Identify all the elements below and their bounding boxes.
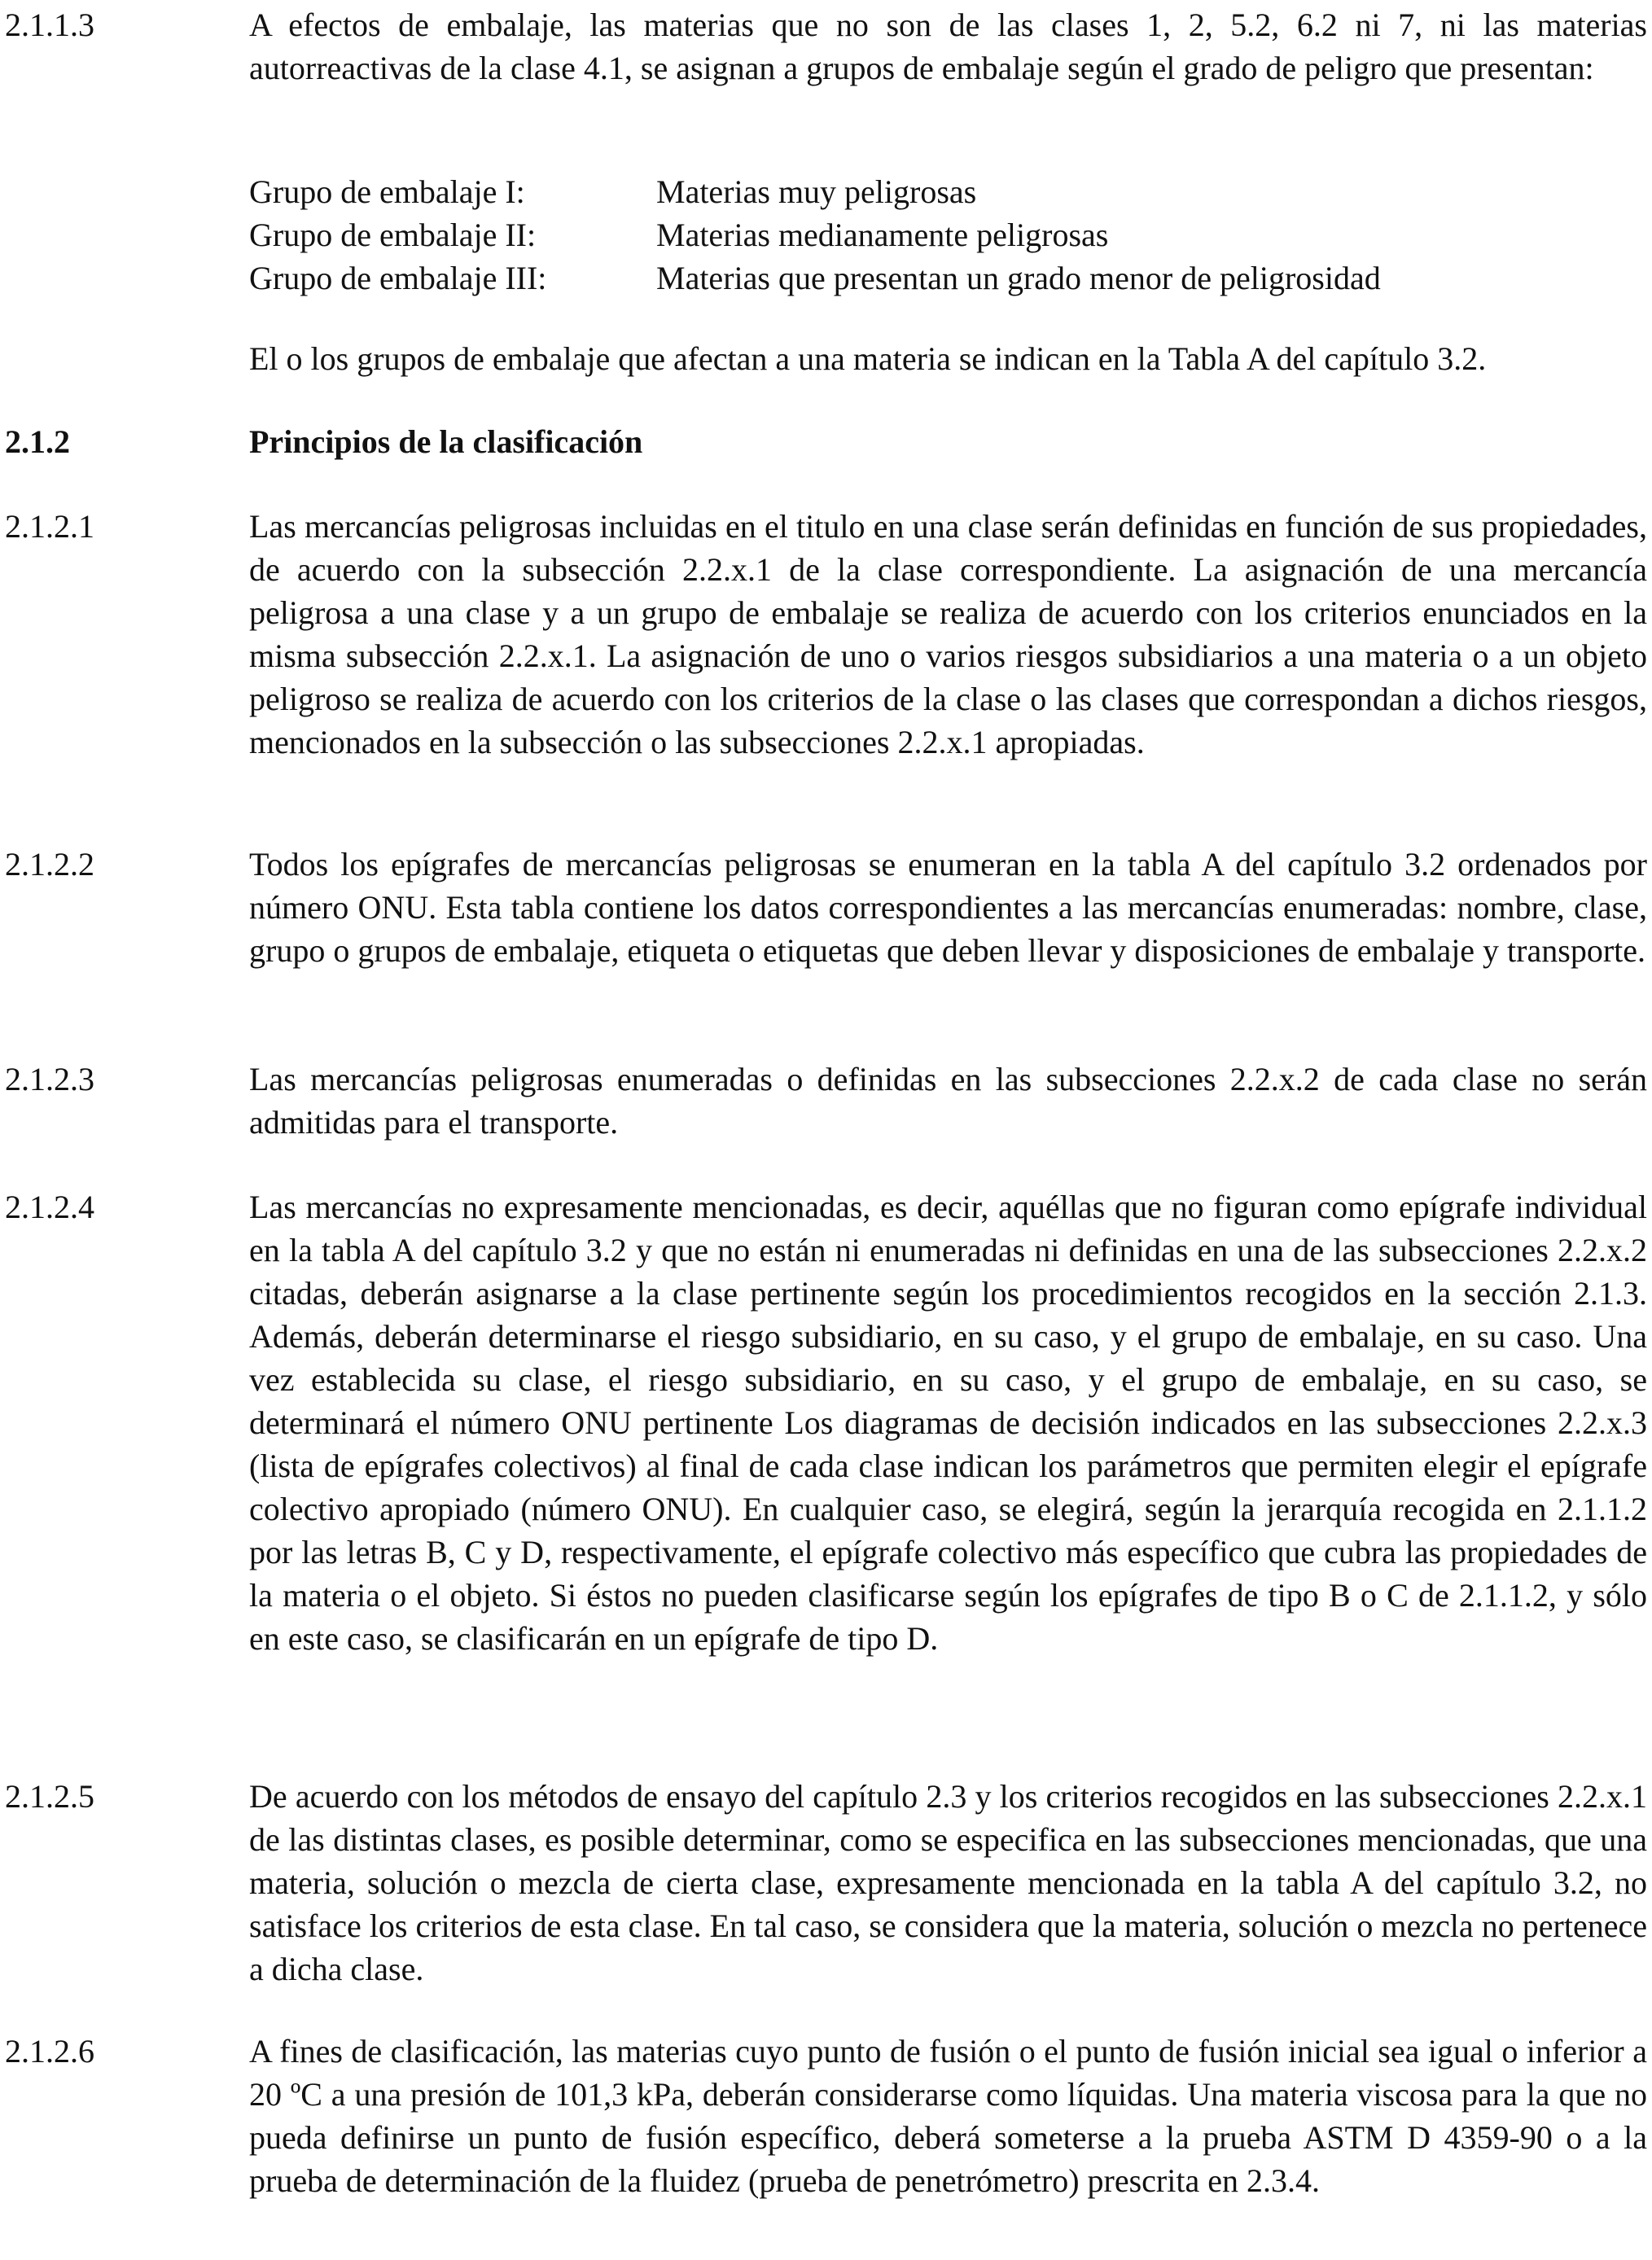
packing-group-row bbox=[249, 213, 1381, 256]
packing-group-table bbox=[249, 170, 1381, 300]
section-number: 2.1.2.1 bbox=[5, 508, 94, 545]
section-paragraph: Las mercancías no expresamente mencionadas, es decir, aquéllas que no figuran como epígrafe individual en la tabla A del capítulo 3.2 y que no están ni enumeradas ni definidas en una de las subsecciones 2.2.x.2 citadas, deberán asignarse a la clase pertinente según los procedimientos recogidos en la sección 2.1.3. Además, deberán determinarse el riesgo subsidiario, en su caso, y el grupo de embalaje, en su caso. Una vez establecida su clase, el riesgo subsidiario, en su caso, y el grupo de embalaje, en su caso, se determinará el número ONU pertinente Los diagramas de decisión indicados en las subsecciones 2.2.x.3 (lista de epígrafes colectivos) al final de cada clase indican los parámetros que permiten elegir el epígrafe colectivo apropiado (número ONU). En cualquier caso, se elegirá, según la jerarquía recogida en 2.1.1.2 por las letras B, C y D, respectivamente, el epígrafe colectivo más específico que cubra las propiedades de la materia o el objeto. Si éstos no pueden clasificarse según los epígrafes de tipo B o C de 2.1.1.2, y sólo en este caso, se clasificarán en un epígrafe de tipo D. bbox=[249, 1189, 1647, 1657]
packing-group-note: El o los grupos de embalaje que afectan a una materia se indican en la Tabla A del capítulo 3.2. bbox=[249, 340, 1487, 377]
section-number: 2.1.2.3 bbox=[5, 1061, 94, 1097]
section-title: Principios de la clasificación bbox=[249, 423, 643, 460]
packing-group-description: Materias que presentan un grado menor de peligrosidad bbox=[656, 260, 1381, 296]
packing-group-label: Grupo de embalaje III: bbox=[249, 260, 547, 296]
section-number: 2.1.2.6 bbox=[5, 2033, 94, 2069]
packing-group-description: Materias muy peligrosas bbox=[656, 173, 977, 210]
section-number: 2.1.1.3 bbox=[5, 7, 94, 43]
section-number: 2.1.2 bbox=[5, 423, 70, 460]
section-number: 2.1.2.2 bbox=[5, 846, 94, 883]
section-paragraph: A fines de clasificación, las materias cuyo punto de fusión o el punto de fusión inicial sea igual o inferior a 20 ºC a una presión de 101,3 kPa, deberán considerarse como líquidas. Una materia viscosa para la que no pueda definirse un punto de fusión específico, deberá someterse a la prueba ASTM D 4359-90 o a la prueba de determinación de la fluidez (prueba de penetrómetro) prescrita en 2.3.4. bbox=[249, 2033, 1647, 2199]
section-paragraph: De acuerdo con los métodos de ensayo del capítulo 2.3 y los criterios recogidos en las subsecciones 2.2.x.1 de las distintas clases, es posible determinar, como se especifica en las subsecciones mencionadas, que una materia, solución o mezcla de cierta clase, expresamente mencionada en la tabla A del capítulo 3.2, no satisface los criterios de esta clase. En tal caso, se considera que la materia, solución o mezcla no pertenece a dicha clase. bbox=[249, 1778, 1647, 1987]
section-paragraph: A efectos de embalaje, las materias que no son de las clases 1, 2, 5.2, 6.2 ni 7, ni las materias autorreactivas de la clase 4.1, se asignan a grupos de embalaje según el grado de peligro que presentan: bbox=[249, 7, 1647, 86]
section-number: 2.1.2.4 bbox=[5, 1189, 94, 1225]
packing-group-label: Grupo de embalaje I: bbox=[249, 173, 525, 210]
packing-group-label: Grupo de embalaje II: bbox=[249, 217, 537, 253]
packing-group-row bbox=[249, 256, 1381, 300]
section-number: 2.1.2.5 bbox=[5, 1778, 94, 1815]
packing-group-row bbox=[249, 170, 1381, 213]
packing-group-description: Materias medianamente peligrosas bbox=[656, 217, 1109, 253]
section-paragraph: Las mercancías peligrosas incluidas en el titulo en una clase serán definidas en función de sus propiedades, de acuerdo con la subsección 2.2.x.1 de la clase correspondiente. La asignación de una mercancía peligrosa a una clase y a un grupo de embalaje se realiza de acuerdo con los criterios enunciados en la misma subsección 2.2.x.1. La asignación de uno o varios riesgos subsidiarios a una materia o a un objeto peligroso se realiza de acuerdo con los criterios de la clase o las clases que correspondan a dichos riesgos, mencionados en la subsección o las subsecciones 2.2.x.1 apropiadas. bbox=[249, 508, 1647, 760]
section-paragraph: Las mercancías peligrosas enumeradas o definidas en las subsecciones 2.2.x.2 de cada clase no serán admitidas para el transporte. bbox=[249, 1061, 1647, 1141]
section-paragraph: Todos los epígrafes de mercancías peligrosas se enumeran en la tabla A del capítulo 3.2 ordenados por número ONU. Esta tabla contiene los datos correspondientes a las mercancías enumeradas: nombre, clase, grupo o grupos de embalaje, etiqueta o etiquetas que deben llevar y disposiciones de embalaje y transporte. bbox=[249, 846, 1647, 969]
